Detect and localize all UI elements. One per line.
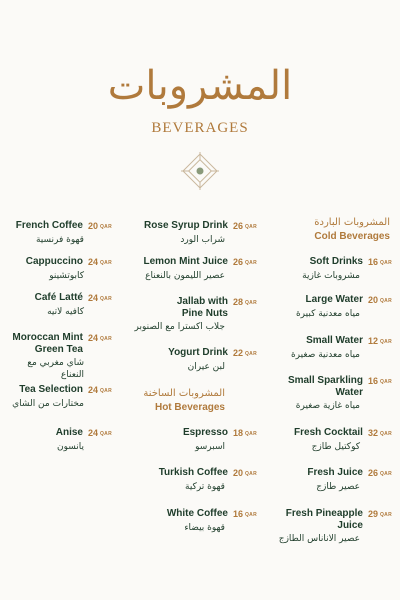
item-price: 28 QAR: [232, 297, 257, 307]
item-name: Lemon Mint Juice: [143, 256, 228, 267]
item-name: Turkish Coffee: [158, 467, 228, 478]
item-name: Cappuccino: [25, 256, 83, 267]
item-name-arabic: جلاب اكسترا مع الصنوبر: [134, 322, 225, 332]
page-title-arabic: المشروبات: [107, 63, 293, 109]
item-name-arabic: قهوة بيضاء: [184, 523, 225, 533]
item-name-arabic: قهوة فرنسية: [35, 235, 84, 245]
item-price: 20 QAR: [367, 295, 392, 305]
item-name: Espresso: [182, 427, 228, 438]
item-price: 22 QAR: [232, 348, 257, 358]
item-name-arabic: مشروبات غازية: [302, 271, 360, 281]
item-name: Moroccan Mint Green Tea: [12, 332, 83, 355]
item-name-arabic: شاي مغربي مع النعناع: [27, 358, 84, 380]
menu-item: [267, 335, 392, 361]
menu-header: [0, 0, 400, 200]
item-name-arabic: عصير الليمون بالنعناع: [145, 271, 225, 281]
item-price: 20 QAR: [87, 221, 112, 231]
item-name-arabic: مختارات من الشاي: [12, 399, 84, 409]
menu-item: [12, 427, 112, 453]
item-name: Jallab with Pine Nuts: [176, 296, 228, 319]
item-price: 24 QAR: [87, 385, 112, 395]
menu-item: [267, 508, 392, 545]
item-name: Fresh Pineapple Juice: [285, 508, 363, 531]
item-name: Small Sparkling Water: [287, 375, 363, 398]
menu-item: [12, 292, 112, 318]
item-price: 26 QAR: [367, 468, 392, 478]
menu-item: [267, 256, 392, 282]
item-name: Fresh Juice: [307, 467, 363, 478]
menu-item: [122, 508, 257, 534]
item-price: 26 QAR: [232, 257, 257, 267]
item-name-arabic: كوكتيل طازج: [311, 442, 360, 452]
item-name-arabic: قهوة تركية: [185, 482, 225, 492]
page-title: BEVERAGES: [151, 120, 249, 136]
item-price: 16 QAR: [367, 257, 392, 267]
item-name-arabic: يانسون: [56, 442, 84, 452]
item-name-arabic: اسبرسو: [195, 442, 225, 452]
item-name: Rose Syrup Drink: [144, 220, 228, 231]
item-name-arabic: كابوتشينو: [49, 271, 84, 281]
item-price: 16 QAR: [232, 509, 257, 519]
item-name: Yogurt Drink: [168, 347, 228, 358]
menu-item: [122, 296, 257, 333]
item-price: 24 QAR: [87, 293, 112, 303]
section-heading: Hot Beverages: [154, 402, 225, 413]
section-heading-arabic: المشروبات الساخنة: [143, 388, 225, 399]
item-name-arabic: عصير طازج: [316, 482, 360, 492]
item-name-arabic: مياه معدنية صغيرة: [290, 350, 360, 360]
menu-item: [267, 467, 392, 493]
item-price: 12 QAR: [367, 336, 392, 346]
menu-item: [122, 467, 257, 493]
item-name-arabic: مياه معدنية كبيرة: [295, 309, 360, 319]
item-price: 29 QAR: [367, 509, 392, 519]
item-name: French Coffee: [15, 220, 83, 231]
item-name-arabic: لبن عيران: [187, 362, 225, 372]
item-name: Small Water: [306, 335, 363, 346]
menu-item: [267, 375, 392, 412]
menu-item: [12, 384, 112, 410]
item-price: 16 QAR: [367, 376, 392, 386]
item-name-arabic: عصير الاناناس الطازج: [278, 534, 360, 544]
diamond-emblem-icon: [180, 151, 220, 191]
item-name-arabic: كافيه لاتيه: [47, 307, 84, 317]
menu-item: [12, 220, 112, 246]
item-price: 24 QAR: [87, 428, 112, 438]
item-price: 24 QAR: [87, 333, 112, 343]
item-price: 20 QAR: [232, 468, 257, 478]
item-name: Anise: [55, 427, 83, 438]
item-name: White Coffee: [166, 508, 228, 519]
item-name: Café Latté: [34, 292, 83, 303]
item-name: Large Water: [305, 294, 363, 305]
item-price: 26 QAR: [232, 221, 257, 231]
item-name-arabic: مياه غازية صغيرة: [295, 401, 360, 411]
item-name: Tea Selection: [19, 384, 83, 395]
menu-item: [122, 427, 257, 453]
menu-item: [122, 256, 257, 282]
item-price: 18 QAR: [232, 428, 257, 438]
menu-item: [2, 332, 112, 381]
item-name-arabic: شراب الورد: [180, 235, 225, 245]
section-heading-arabic: المشروبات الباردة: [314, 217, 390, 228]
item-name: Soft Drinks: [309, 256, 363, 267]
menu-item: [12, 256, 112, 282]
section-heading: Cold Beverages: [314, 231, 390, 242]
menu-item: [267, 294, 392, 320]
menu-item: [122, 347, 257, 373]
item-price: 24 QAR: [87, 257, 112, 267]
item-price: 32 QAR: [367, 428, 392, 438]
item-name: Fresh Cocktail: [294, 427, 363, 438]
menu-item: [122, 220, 257, 246]
menu-item: [267, 427, 392, 453]
